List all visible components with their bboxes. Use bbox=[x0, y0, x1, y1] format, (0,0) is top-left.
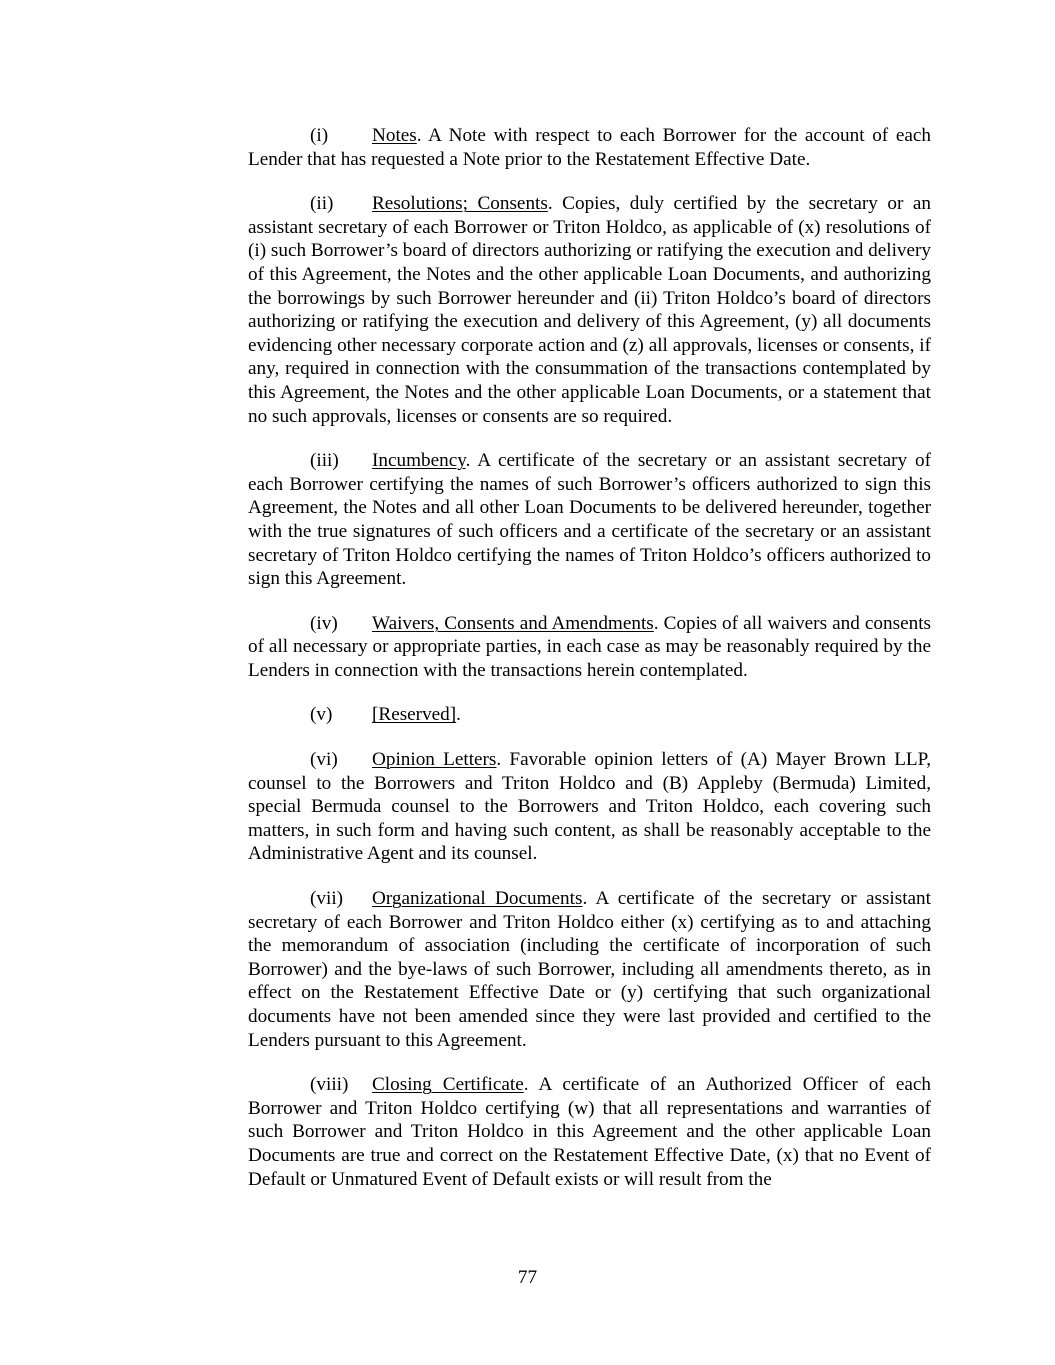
paragraph-heading: Waivers, Consents and Amendments bbox=[372, 612, 654, 634]
paragraph-heading: Resolutions; Consents bbox=[372, 193, 548, 215]
heading-period: . bbox=[416, 125, 422, 146]
paragraph-heading: Opinion Letters bbox=[372, 749, 497, 771]
heading-period: . bbox=[456, 704, 461, 726]
heading-period: . bbox=[465, 450, 471, 472]
heading-period: . bbox=[547, 193, 553, 215]
paragraph-heading: Organizational Documents bbox=[372, 888, 583, 910]
paragraph-opinion-letters bbox=[248, 748, 931, 866]
heading-period: . bbox=[523, 1074, 529, 1096]
paragraph-text: A certificate of an Authorized Officer of each Borrower and Triton Holdco certifying (w) that all representations and warranties of such Borrower and Triton Holdco in this Agreement and the other applicable Loan Documents are true and correct on the Restatement Effective Date, (x) that no Event of Default or Unmatured Event of Default exists or will result from the bbox=[248, 1074, 931, 1190]
page-number: 77 bbox=[517, 1267, 538, 1288]
heading-period: . bbox=[653, 612, 659, 634]
paragraph-text: Copies of all waivers and consents of all necessary or appropriate parties, in each case as may be reasonably required by the Lenders in connection with the transactions herein contemplated. bbox=[248, 612, 931, 681]
paragraph-incumbency bbox=[248, 449, 931, 591]
paragraph-heading: Closing Certificate bbox=[372, 1074, 524, 1096]
document-body bbox=[248, 124, 931, 1212]
paragraph-notes bbox=[248, 124, 931, 171]
paragraph-reserved bbox=[248, 703, 931, 727]
paragraph-waivers-consents-amendments bbox=[248, 612, 931, 683]
paragraph-heading: Notes bbox=[372, 125, 417, 146]
paragraph-heading: [Reserved] bbox=[372, 704, 457, 726]
paragraph-text: Copies, duly certified by the secretary or an assistant secretary of each Borrower or Triton Holdco, as applicable of (x) resolutions of (i) such Borrower’s board of directors authorizing or ratifying the execution and delivery of this Agreement, the Notes and the other applicable Loan Documents, and authorizing the borrowings by such Borrower hereunder and (ii) Triton Holdco’s board of directors authorizing or ratifying the execution and delivery of this Agreement, (y) all documents evidencing other necessary corporate action and (z) all approvals, licenses or consents, if any, required in connection with the consummation of the transactions contemplated by this Agreement, the Notes and the other applicable Loan Documents, or a statement that no such approvals, licenses or consents are so required. bbox=[248, 193, 931, 427]
paragraph-number: (vi) bbox=[310, 749, 338, 771]
paragraph-resolutions-consents bbox=[248, 192, 931, 428]
paragraph-heading: Incumbency bbox=[372, 450, 466, 472]
paragraph-text: A certificate of the secretary or an assistant secretary of each Borrower certifying the names of such Borrower’s officers authorized to sign this Agreement, the Notes and all other Loan Documents to be delivered hereunder, together with the true signatures of such officers and a certificate of the secretary or an assistant secretary of Triton Holdco certifying the names of Triton Holdco’s officers authorized to sign this Agreement. bbox=[248, 450, 931, 590]
paragraph-number: (iii) bbox=[310, 450, 339, 472]
paragraph-number: (vii) bbox=[310, 888, 344, 910]
paragraph-number: (viii) bbox=[310, 1074, 349, 1096]
paragraph-number: (v) bbox=[310, 704, 333, 726]
paragraph-number: (iv) bbox=[310, 612, 338, 634]
heading-period: . bbox=[496, 749, 502, 771]
paragraph-text: A certificate of the secretary or assistant secretary of each Borrower and Triton Holdco either (x) certifying as to and attaching the memorandum of association (including the certificate of incorporation of such Borrower) and the bye-laws of such Borrower, including all amendments thereto, as in effect on the Restatement Effective Date or (y) certifying that such organizational documents have not been amended since they were last provided and certified to the Lenders pursuant to this Agreement. bbox=[248, 888, 931, 1051]
paragraph-text: A Note with respect to each Borrower for the account of each Lender that has requested a Note prior to the Restatement Effective Date. bbox=[248, 125, 931, 170]
paragraph-number: (i) bbox=[310, 125, 329, 146]
paragraph-organizational-documents bbox=[248, 887, 931, 1052]
paragraph-closing-certificate bbox=[248, 1073, 931, 1191]
heading-period: . bbox=[582, 888, 588, 910]
paragraph-text: Favorable opinion letters of (A) Mayer Brown LLP, counsel to the Borrowers and Triton Holdco and (B) Appleby (Bermuda) Limited, special Bermuda counsel to the Borrowers and Triton Holdco, each covering such matters, in such form and having such content, as shall be reasonably acceptable to the Administrative Agent and its counsel. bbox=[248, 749, 931, 865]
paragraph-number: (ii) bbox=[310, 193, 334, 215]
